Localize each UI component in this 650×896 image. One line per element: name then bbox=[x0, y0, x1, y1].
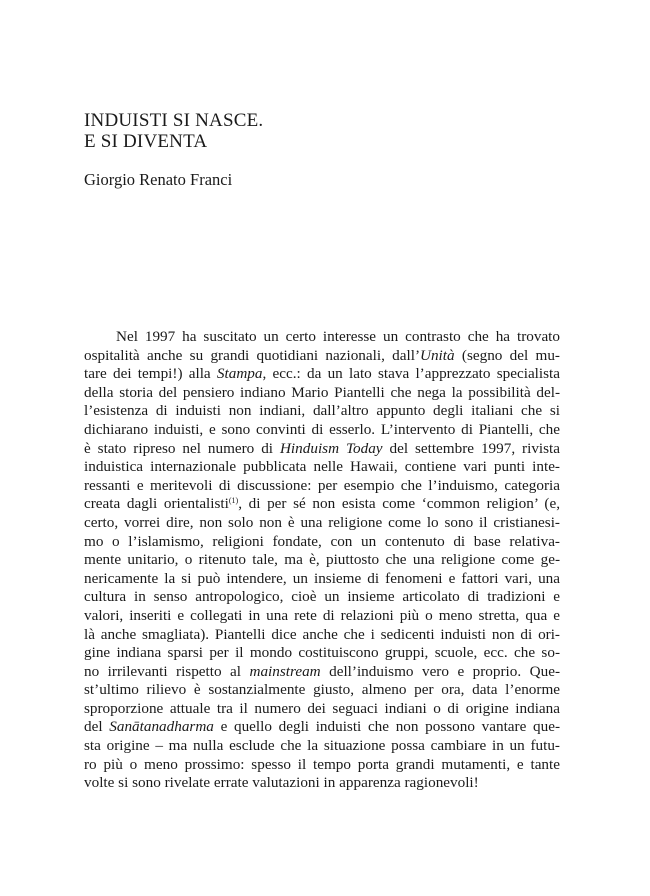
text-line: ospitalità anche su grandi quotidiani nazionali, dall’Unità (segno del mu- bbox=[84, 346, 560, 364]
text-line: là anche smagliata). Piantelli dice anche che i sedicenti induisti non di ori- bbox=[84, 625, 560, 643]
text-line: no irrilevanti rispetto al mainstream dell’induismo vero e proprio. Que- bbox=[84, 662, 560, 680]
italic-newspaper-title: Unità bbox=[420, 346, 455, 364]
text-line: della storia del pensiero indiano Mario Piantelli che nega la possibilità del- bbox=[84, 383, 560, 401]
text-line: tare dei tempi!) alla Stampa, ecc.: da un lato stava l’apprezzato specialista bbox=[84, 365, 560, 383]
body-paragraph bbox=[84, 328, 560, 793]
article-title-line-1: INDUISTI SI NASCE. bbox=[84, 110, 264, 131]
italic-term: Sanātanadharma bbox=[109, 718, 214, 736]
text-line: st’ultimo rilievo è sostanzialmente giusto, almeno per ora, data l’enorme bbox=[84, 681, 560, 699]
footnote-marker[interactable]: (1) bbox=[228, 496, 239, 506]
italic-newspaper-title: Stampa bbox=[216, 365, 263, 383]
text-line: nericamente la si può intendere, un insieme di fenomeni e fattori vari, una bbox=[84, 569, 560, 587]
article-title-line-2: E SI DIVENTA bbox=[84, 131, 208, 152]
author-name: Giorgio Renato Franci bbox=[84, 170, 233, 189]
text-line: induistica internazionale pubblicata nelle Hawaii, contiene vari punti inte- bbox=[84, 458, 560, 476]
article-title bbox=[84, 110, 263, 152]
text-line: ro più o meno prossimo: spesso il tempo porta grandi mutamenti, e tante bbox=[84, 755, 560, 773]
text-line: mente unitario, o ritenuto tale, ma è, piuttosto che una religione come ge- bbox=[84, 551, 560, 569]
text-line: certo, vorrei dire, non solo non è una religione come lo sono il cristianesi- bbox=[84, 513, 560, 531]
text-line: valori, inseriti e collegati in una rete di relazioni più o meno stretta, qua e bbox=[84, 606, 560, 624]
text-line: è stato ripreso nel numero di Hinduism Today del settembre 1997, rivista bbox=[84, 439, 560, 457]
text-line: Nel 1997 ha suscitato un certo interesse un contrasto che ha trovato bbox=[116, 328, 560, 345]
text-line: gine indiana sparsi per il mondo costituiscono gruppi, scuole, ecc. che so- bbox=[84, 644, 560, 662]
text-line: volte si sono rivelate errate valutazioni in apparenza ragionevoli! bbox=[84, 774, 479, 792]
text-line: dichiarano induisti, e sono convinti di esserlo. L’intervento di Piantelli, che bbox=[84, 420, 560, 438]
text-line: cultura in senso antropologico, cioè un insieme articolato di tradizioni e bbox=[84, 588, 560, 606]
text-line: sta origine – ma nulla esclude che la situazione possa cambiare in un futu- bbox=[84, 737, 560, 755]
text-line: l’esistenza di induisti non indiani, dall’altro appunto degli italiani che si bbox=[84, 402, 560, 420]
text-line: sproporzione attuale tra il numero dei seguaci indiani o di origine indiana bbox=[84, 699, 560, 717]
italic-term: mainstream bbox=[249, 662, 321, 680]
text-line: ressanti e meritevoli di discussione: per esempio che l’induismo, categoria bbox=[84, 476, 560, 494]
italic-magazine-title: Hinduism Today bbox=[279, 439, 383, 457]
text-line: del Sanātanadharma e quello degli induisti che non possono vantare que- bbox=[84, 718, 560, 736]
text-line: creata dagli orientalisti$^{(1)}$, di per sé non esista come ‘common religion’ (e, bbox=[84, 495, 560, 513]
text-line: mo o l’islamismo, religioni fondate, con un contenuto di base relativa- bbox=[84, 532, 560, 550]
